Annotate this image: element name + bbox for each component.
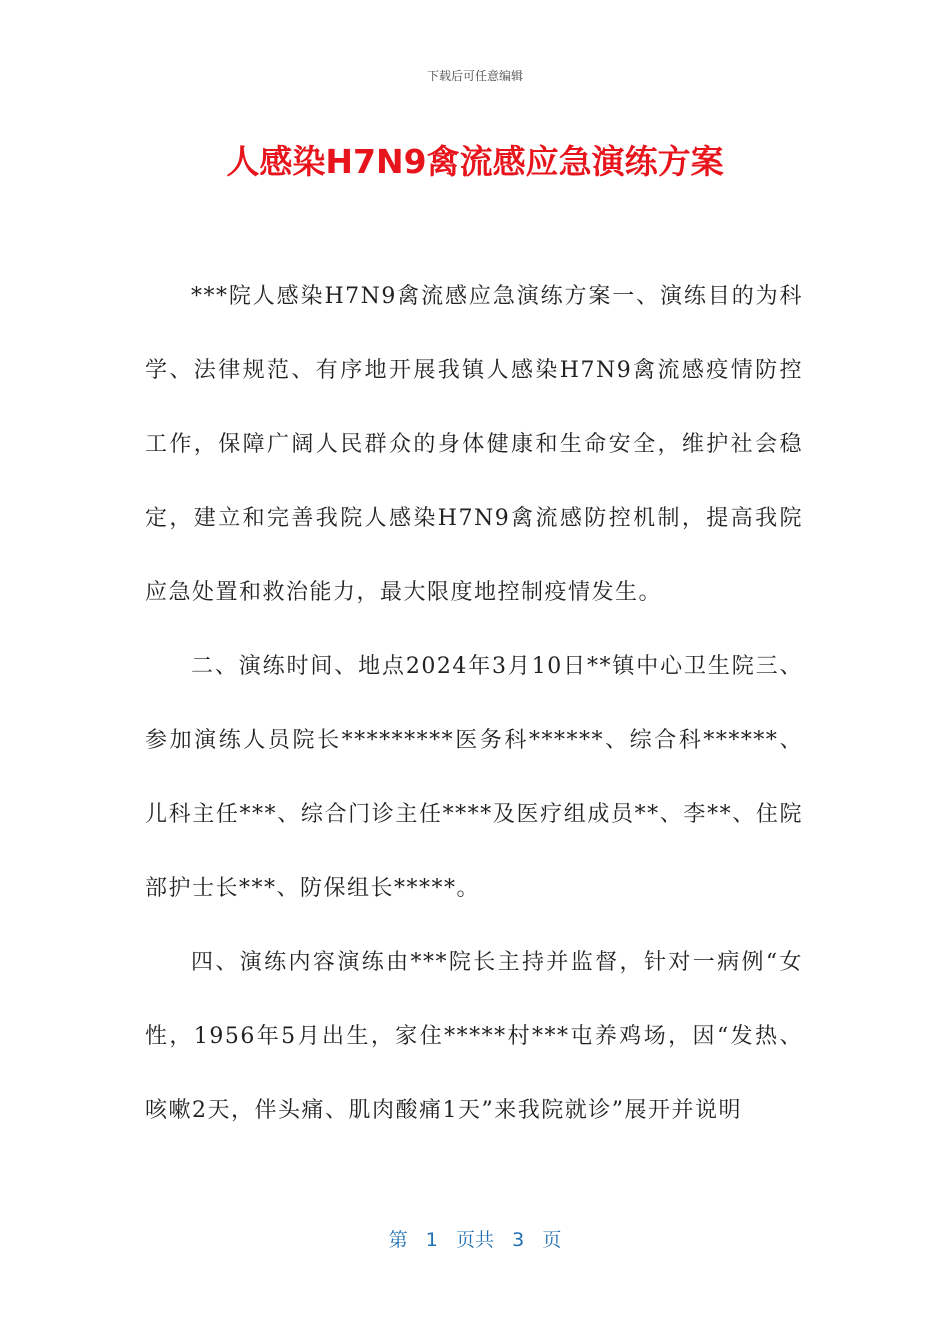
paragraph-1: ***院人感染H7N9禽流感应急演练方案一、演练目的为科学、法律规范、有序地开展我镇人感染H7N9禽流感疫情防控工作，保障广阔人民群众的身体健康和生命安全，维护社会稳定，建立和完善我院人感染H7N9禽流感防控机制，提高我院应急处置和救治能力，最大限度地控制疫情发生。 xyxy=(145,284,803,605)
paragraph-2: 二、演练时间、地点2024年3月10日**镇中心卫生院三、参加演练人员院长*********医务科******、综合科******、儿科主任***、综合门诊主任****及医疗组成员**、李**、住院部护士长***、防保组长*****。 xyxy=(145,654,803,901)
footer-current-page: 1 xyxy=(425,1229,438,1251)
document-body xyxy=(145,260,803,1148)
page-footer xyxy=(0,1225,950,1252)
footer-middle: 页共 xyxy=(455,1229,494,1251)
header-note: 下载后可任意编辑 xyxy=(426,69,523,83)
footer-suffix: 页 xyxy=(542,1229,562,1251)
footer-total-pages: 3 xyxy=(512,1229,525,1251)
footer-prefix: 第 xyxy=(388,1229,408,1251)
document-title: 人感染H7N9禽流感应急演练方案 xyxy=(226,142,724,181)
paragraph-3: 四、演练内容演练由***院长主持并监督，针对一病例“女性，1956年5月出生，家住*****村***屯养鸡场，因“发热、咳嗽2天，伴头痛、肌肉酸痛1天”来我院就诊”展开并说明 xyxy=(145,950,803,1123)
